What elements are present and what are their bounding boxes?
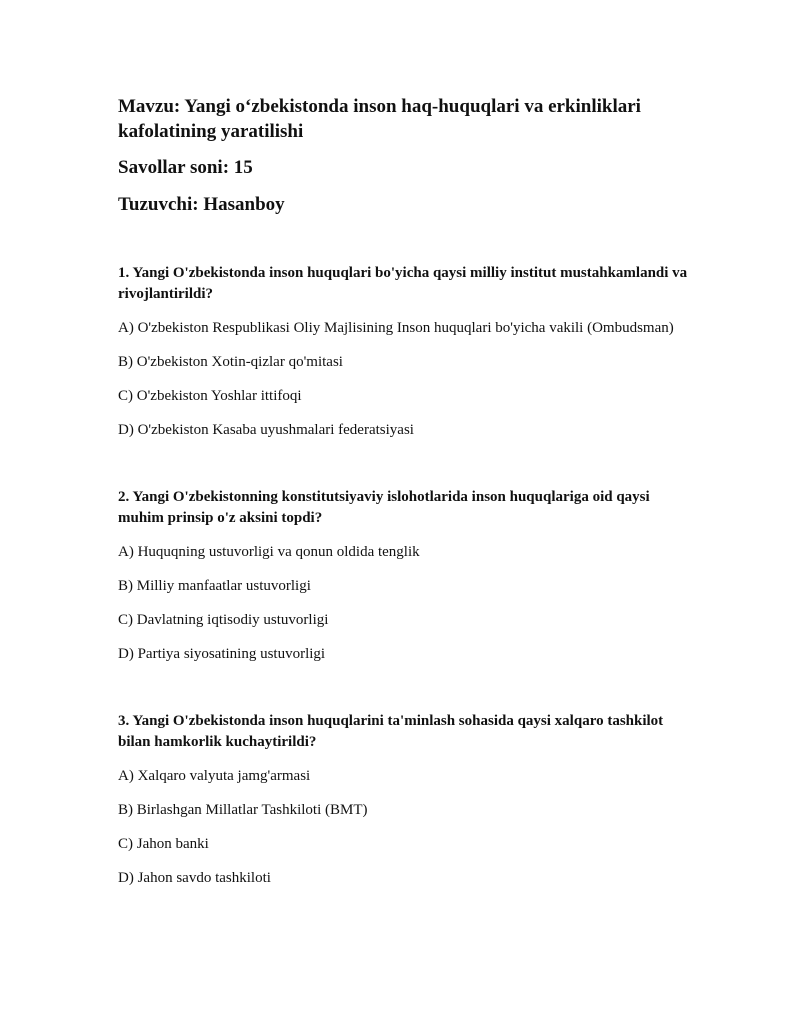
question-count: Savollar soni: 15 <box>118 157 253 178</box>
answer-option-c: C) Davlatning iqtisodiy ustuvorligi <box>118 612 329 628</box>
question-text: 3. Yangi O'zbekistonda inson huquqlarini ta'minlash sohasida qaysi xalqaro tashkilot bilan hamkorlik kuchaytirildi? <box>118 713 664 750</box>
answer-option-a: A) Xalqaro valyuta jamg'armasi <box>118 768 311 784</box>
document-title: Mavzu: Yangi o‘zbekistonda inson haq-huquqlari va erkinliklari kafolatining yaratilishi <box>118 96 641 142</box>
author: Tuzuvchi: Hasanboy <box>118 194 285 215</box>
answer-option-d: D) Jahon savdo tashkiloti <box>118 870 271 886</box>
answer-option-a: A) O'zbekiston Respublikasi Oliy Majlisining Inson huquqlari bo'yicha vakili (Ombudsman) <box>118 320 674 336</box>
question-text: 1. Yangi O'zbekistonda inson huquqlari bo'yicha qaysi milliy institut mustahkamlandi va rivojlantirildi? <box>118 265 688 302</box>
answer-option-b: B) Birlashgan Millatlar Tashkiloti (BMT) <box>118 802 368 818</box>
answer-option-d: D) Partiya siyosatining ustuvorligi <box>118 646 326 662</box>
question-1 <box>118 263 688 441</box>
question-list <box>118 263 688 889</box>
answer-option-c: C) O'zbekiston Yoshlar ittifoqi <box>118 388 302 404</box>
answer-option-a: A) Huquqning ustuvorligi va qonun oldida tenglik <box>118 544 420 560</box>
answer-option-b: B) Milliy manfaatlar ustuvorligi <box>118 578 311 594</box>
answer-option-b: B) O'zbekiston Xotin-qizlar qo'mitasi <box>118 354 343 370</box>
document-page <box>118 94 688 889</box>
answer-option-d: D) O'zbekiston Kasaba uyushmalari federatsiyasi <box>118 422 414 438</box>
answer-option-c: C) Jahon banki <box>118 836 209 852</box>
question-2 <box>118 487 688 665</box>
question-text: 2. Yangi O'zbekistonning konstitutsiyaviy islohotlarida inson huquqlariga oid qaysi muhim prinsip o'z aksini topdi? <box>118 489 650 526</box>
question-3 <box>118 711 688 889</box>
